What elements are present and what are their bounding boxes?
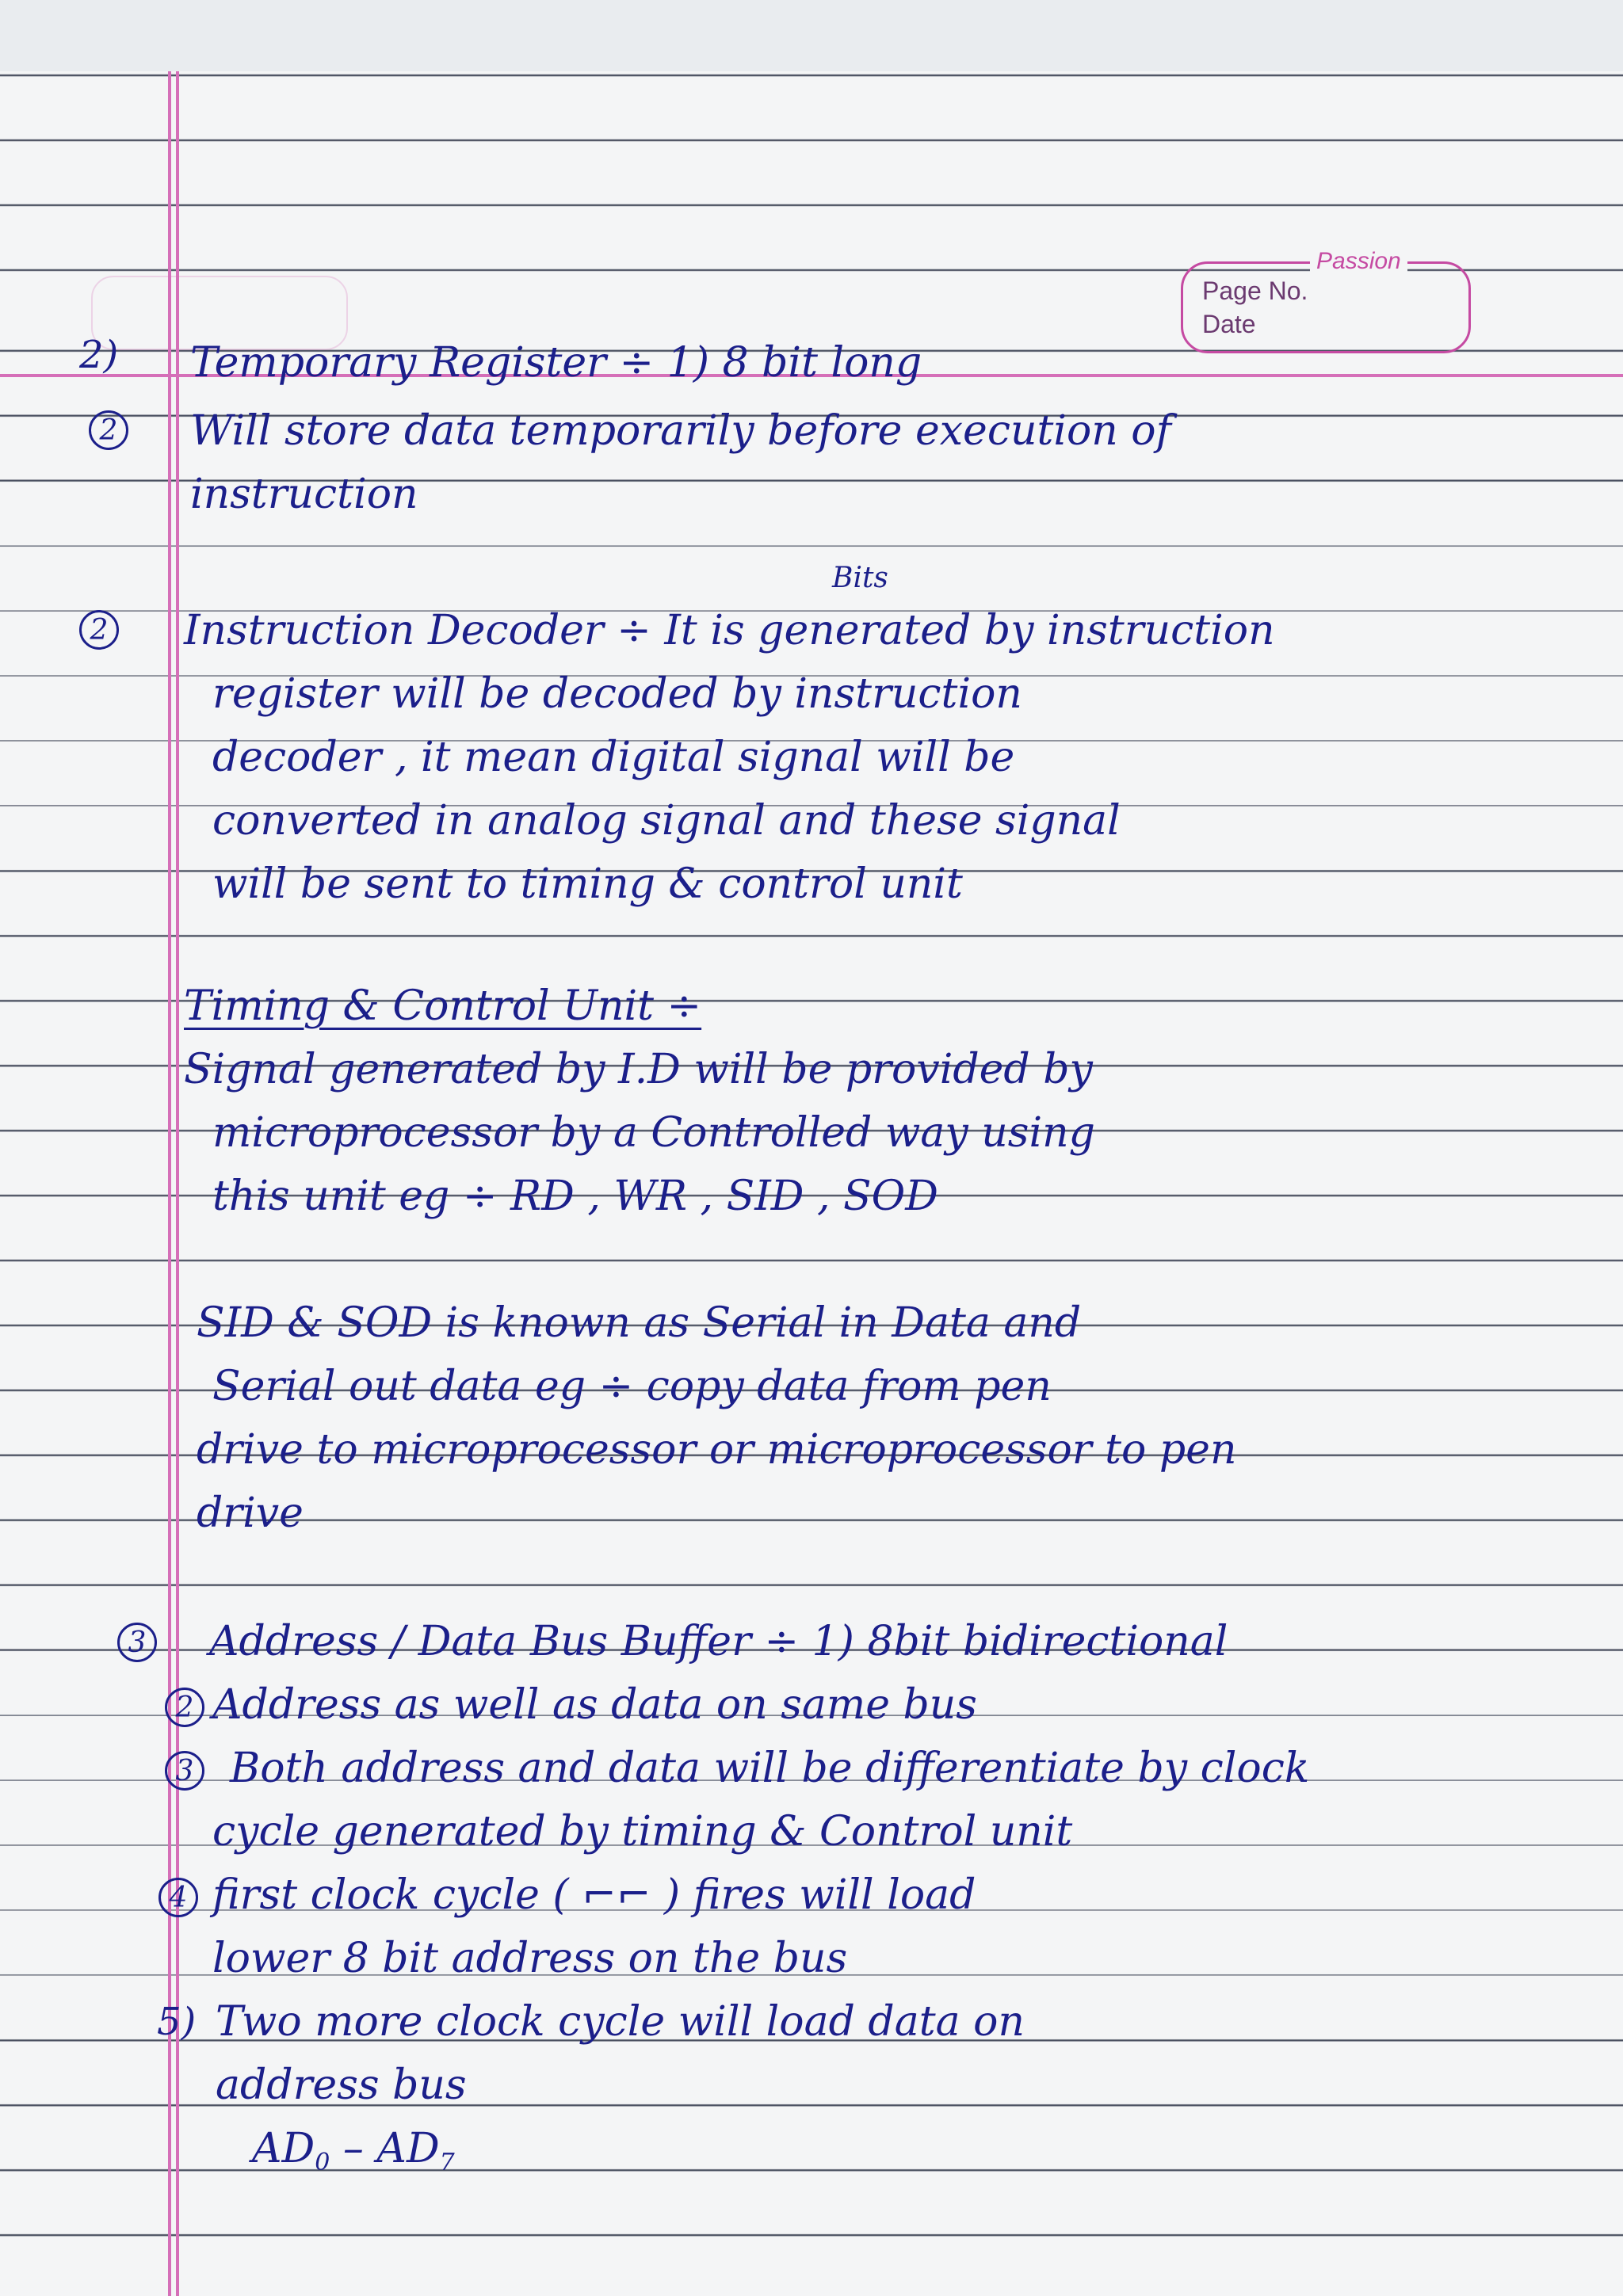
page-header-box bbox=[1181, 248, 1471, 353]
item-marker: 2 bbox=[89, 410, 128, 450]
temp-register-line3: instruction bbox=[190, 471, 418, 518]
section-marker: 2 bbox=[79, 610, 119, 650]
brand-logo: Passion bbox=[1310, 248, 1407, 275]
formula-sub7: 7 bbox=[439, 2149, 455, 2176]
page-no-label: Page No. bbox=[1202, 277, 1308, 305]
formula-sub0: 0 bbox=[315, 2149, 330, 2176]
margin-line-right bbox=[176, 71, 179, 2296]
timing-control-heading: Timing & Control Unit ÷ bbox=[184, 982, 702, 1030]
temp-register-line2: Will store data temporarily before execution of bbox=[190, 407, 1171, 455]
sid-sod-line2: Serial out data eg ÷ copy data from pen bbox=[212, 1363, 1052, 1410]
section-marker: 3 bbox=[117, 1623, 157, 1662]
address-bus-formula bbox=[252, 2125, 455, 2176]
temp-register-line1: Temporary Register ÷ 1) 8 bit long bbox=[190, 339, 922, 387]
item-marker: 3 bbox=[165, 1751, 204, 1791]
timing-control-line1: Signal generated by I.D will be provided by bbox=[184, 1046, 1093, 1093]
timing-control-line3: this unit eg ÷ RD , WR , SID , SOD bbox=[212, 1173, 938, 1220]
address-bus-line5: first clock cycle ( ⌐⌐ ) fires will load bbox=[212, 1871, 976, 1919]
instruction-decoder-note: Bits bbox=[832, 562, 888, 594]
address-bus-line1: Address / Data Bus Buffer ÷ 1) 8bit bidirectional bbox=[209, 1618, 1228, 1665]
address-bus-line4: cycle generated by timing & Control unit bbox=[212, 1808, 1073, 1855]
formula-main: AD bbox=[252, 2125, 315, 2172]
instruction-decoder-line4: converted in analog signal and these signal bbox=[212, 797, 1121, 845]
sid-sod-line4: drive bbox=[197, 1489, 304, 1537]
address-bus-line8: address bus bbox=[216, 2061, 467, 2109]
instruction-decoder-line5: will be sent to timing & control unit bbox=[212, 860, 963, 908]
margin-line-left bbox=[168, 71, 171, 2296]
address-bus-line2: Address as well as data on same bus bbox=[212, 1681, 977, 1729]
instruction-decoder-line3: decoder , it mean digital signal will be bbox=[212, 734, 1015, 781]
instruction-decoder-line1: Instruction Decoder ÷ It is generated by instruction bbox=[184, 607, 1275, 654]
address-bus-line7: Two more clock cycle will load data on bbox=[216, 1998, 1025, 2046]
item-marker: 2 bbox=[165, 1688, 204, 1727]
formula-dash: – AD bbox=[330, 2125, 440, 2172]
address-bus-line6: lower 8 bit address on the bus bbox=[212, 1935, 848, 1982]
item-marker: 5) bbox=[157, 2000, 197, 2044]
sid-sod-line3: drive to microprocessor or microprocessor to pen bbox=[197, 1426, 1237, 1474]
timing-control-line2: microprocessor by a Controlled way using bbox=[212, 1109, 1095, 1157]
sid-sod-line1: SID & SOD is known as Serial in Data and bbox=[197, 1299, 1082, 1347]
date-label: Date bbox=[1202, 310, 1256, 338]
instruction-decoder-line2: register will be decoded by instruction bbox=[212, 670, 1022, 718]
address-bus-line3: Both address and data will be differentiate by clock bbox=[230, 1745, 1310, 1792]
section-number: 2) bbox=[79, 333, 119, 377]
item-marker: 4 bbox=[158, 1878, 198, 1917]
